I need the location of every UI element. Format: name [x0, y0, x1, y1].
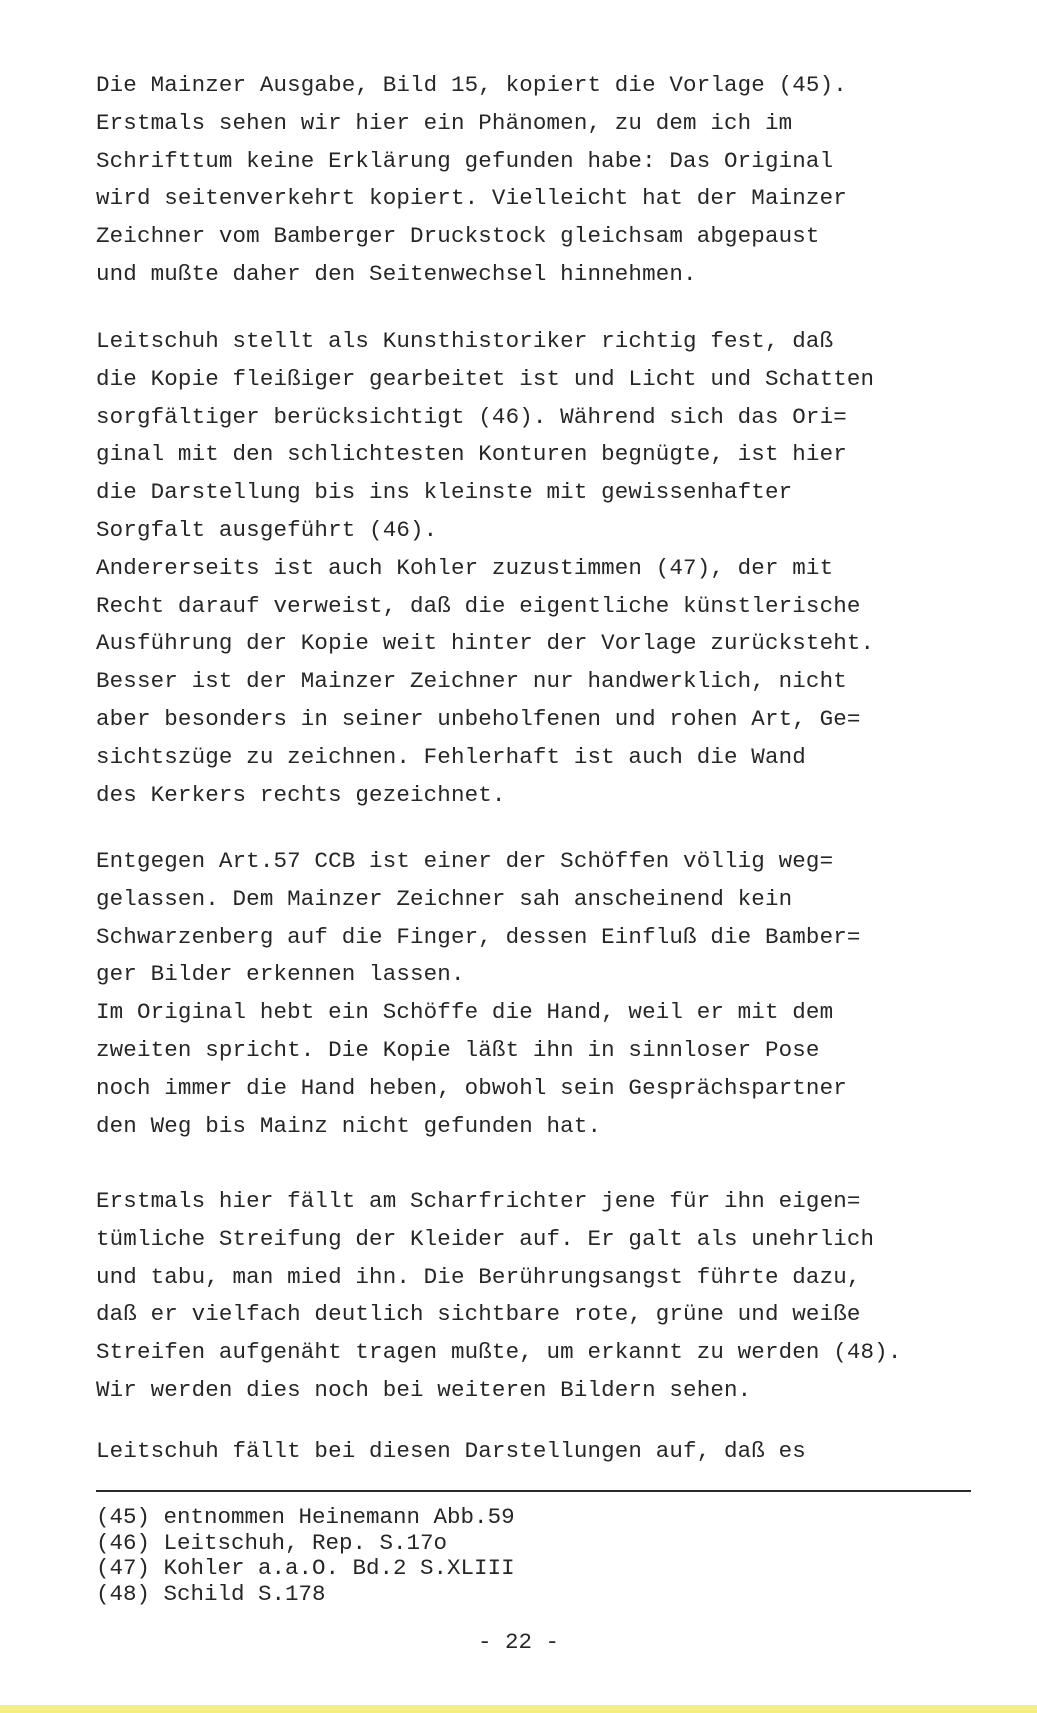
text-line: Besser ist der Mainzer Zeichner nur handwerklich, nicht — [96, 668, 847, 695]
text-line: Andererseits ist auch Kohler zuzustimmen (47), der mit — [96, 554, 834, 581]
text-line: Leitschuh stellt als Kunsthistoriker richtig fest, daß — [96, 328, 834, 354]
text-line: Die Mainzer Ausgabe, Bild 15, kopiert die Vorlage (45). — [96, 72, 847, 98]
text-line: Recht darauf verweist, daß die eigentliche künstlerische — [96, 592, 861, 619]
paragraph-mainz-edition — [96, 67, 996, 294]
footnote-45: (45) entnommen Heinemann Abb.59 — [96, 1504, 515, 1530]
text-line: ger Bilder erkennen lassen. — [96, 961, 465, 988]
text-line: Schrifttum keine Erklärung gefunden habe: Das Original — [96, 147, 834, 174]
text-line: die Kopie fleißiger gearbeitet ist und Licht und Schatten — [96, 365, 875, 392]
text-line: Erstmals sehen wir hier ein Phänomen, zu dem ich im — [96, 109, 793, 136]
footnote-48: (48) Schild S.178 — [96, 1580, 326, 1607]
paragraph-scharfrichter — [96, 1183, 996, 1410]
footnotes — [96, 1505, 976, 1607]
text-line: den Weg bis Mainz nicht gefunden hat. — [96, 1112, 602, 1139]
text-line: und mußte daher den Seitenwechsel hinnehmen. — [96, 260, 697, 287]
footnote-46: (46) Leitschuh, Rep. S.17o — [96, 1529, 448, 1556]
text-line: zweiten spricht. Die Kopie läßt ihn in sinnloser Pose — [96, 1036, 820, 1063]
footnote-47: (47) Kohler a.a.O. Bd.2 S.XLIII — [96, 1555, 515, 1581]
text-line: Sorgfalt ausgeführt (46). — [96, 516, 438, 543]
text-line: daß er vielfach deutlich sichtbare rote, grüne und weiße — [96, 1301, 861, 1328]
text-line: des Kerkers rechts gezeichnet. — [96, 781, 506, 808]
text-line: Ausführung der Kopie weit hinter der Vorlage zurücksteht. — [96, 630, 875, 657]
text-line: die Darstellung bis ins kleinste mit gewissenhafter — [96, 479, 793, 506]
page-number: - 22 - — [477, 1629, 559, 1655]
text-line: tümliche Streifung der Kleider auf. Er galt als unehrlich — [96, 1225, 875, 1252]
text-line: gelassen. Dem Mainzer Zeichner sah anscheinend kein — [96, 885, 793, 912]
text-line: Leitschuh fällt bei diesen Darstellungen auf, daß es — [96, 1438, 806, 1464]
paragraph-leitschuh-kohler — [96, 323, 996, 814]
text-line: und tabu, man mied ihn. Die Berührungsangst führte dazu, — [96, 1263, 861, 1290]
text-line: sorgfältiger berücksichtigt (46). Während sich das Ori= — [96, 403, 847, 430]
text-line: Entgegen Art.57 CCB ist einer der Schöffen völlig weg= — [96, 848, 834, 874]
text-line: Erstmals hier fällt am Scharfrichter jene für ihn eigen= — [96, 1188, 861, 1214]
text-line: wird seitenverkehrt kopiert. Vielleicht hat der Mainzer — [96, 185, 847, 212]
text-line: Im Original hebt ein Schöffe die Hand, weil er mit dem — [96, 999, 834, 1026]
text-line: aber besonders in seiner unbeholfenen und rohen Art, Ge= — [96, 705, 861, 732]
footnote-divider — [96, 1490, 971, 1492]
scan-edge-strip — [0, 1705, 1037, 1713]
text-line: Streifen aufgenäht tragen mußte, um erkannt zu werden (48). — [96, 1339, 902, 1366]
text-line: Wir werden dies noch bei weiteren Bildern sehen. — [96, 1376, 752, 1403]
paragraph-schoeffen — [96, 843, 996, 1145]
text-line: Schwarzenberg auf die Finger, dessen Einfluß die Bamber= — [96, 923, 861, 950]
text-line: Zeichner vom Bamberger Druckstock gleichsam abgepaust — [96, 223, 820, 250]
paragraph-leitschuh-continued — [96, 1433, 996, 1471]
text-line: ginal mit den schlichtesten Konturen begnügte, ist hier — [96, 441, 847, 468]
text-line: noch immer die Hand heben, obwohl sein Gesprächspartner — [96, 1074, 847, 1101]
text-line: sichtszüge zu zeichnen. Fehlerhaft ist auch die Wand — [96, 743, 806, 770]
